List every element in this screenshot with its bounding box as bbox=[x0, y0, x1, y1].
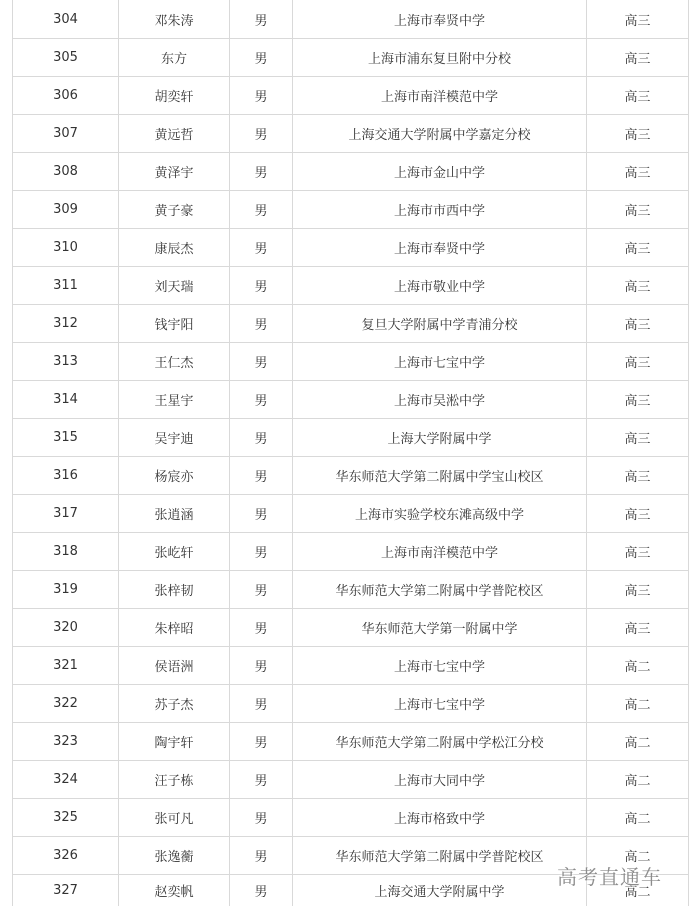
cell-school: 上海大学附属中学 bbox=[293, 419, 587, 457]
table-row bbox=[13, 419, 689, 457]
table-row bbox=[13, 495, 689, 533]
table-row bbox=[13, 305, 689, 343]
cell-grade: 高三 bbox=[587, 343, 689, 381]
table-row bbox=[13, 571, 689, 609]
table-row bbox=[13, 267, 689, 305]
table-row bbox=[13, 77, 689, 115]
cell-gender: 男 bbox=[230, 77, 293, 115]
cell-name: 赵奕帆 bbox=[119, 875, 230, 907]
cell-number: 321 bbox=[13, 647, 119, 685]
cell-grade: 高三 bbox=[587, 381, 689, 419]
table-row bbox=[13, 761, 689, 799]
cell-grade: 高三 bbox=[587, 305, 689, 343]
cell-gender: 男 bbox=[230, 305, 293, 343]
cell-school: 华东师范大学第二附属中学普陀校区 bbox=[293, 837, 587, 875]
cell-name: 邓朱涛 bbox=[119, 0, 230, 39]
cell-grade: 高二 bbox=[587, 647, 689, 685]
table-row bbox=[13, 115, 689, 153]
cell-name: 东方 bbox=[119, 39, 230, 77]
cell-gender: 男 bbox=[230, 0, 293, 39]
cell-number: 315 bbox=[13, 419, 119, 457]
table-row bbox=[13, 609, 689, 647]
cell-gender: 男 bbox=[230, 799, 293, 837]
cell-school: 上海市南洋模范中学 bbox=[293, 77, 587, 115]
cell-name: 吴宇迪 bbox=[119, 419, 230, 457]
results-table-body bbox=[13, 0, 689, 906]
cell-gender: 男 bbox=[230, 647, 293, 685]
cell-school: 上海市吴淞中学 bbox=[293, 381, 587, 419]
cell-school: 上海市奉贤中学 bbox=[293, 0, 587, 39]
cell-grade: 高二 bbox=[587, 799, 689, 837]
cell-number: 309 bbox=[13, 191, 119, 229]
cell-name: 钱宇阳 bbox=[119, 305, 230, 343]
cell-grade: 高三 bbox=[587, 457, 689, 495]
cell-number: 326 bbox=[13, 837, 119, 875]
cell-gender: 男 bbox=[230, 723, 293, 761]
cell-name: 刘天瑞 bbox=[119, 267, 230, 305]
table-row bbox=[13, 191, 689, 229]
cell-gender: 男 bbox=[230, 381, 293, 419]
cell-grade: 高三 bbox=[587, 115, 689, 153]
cell-school: 华东师范大学第二附属中学普陀校区 bbox=[293, 571, 587, 609]
cell-gender: 男 bbox=[230, 533, 293, 571]
cell-school: 上海市格致中学 bbox=[293, 799, 587, 837]
table-row bbox=[13, 457, 689, 495]
cell-school: 上海市市西中学 bbox=[293, 191, 587, 229]
table-row bbox=[13, 381, 689, 419]
cell-number: 318 bbox=[13, 533, 119, 571]
cell-school: 上海交通大学附属中学嘉定分校 bbox=[293, 115, 587, 153]
cell-gender: 男 bbox=[230, 419, 293, 457]
cell-number: 311 bbox=[13, 267, 119, 305]
cell-number: 322 bbox=[13, 685, 119, 723]
cell-number: 312 bbox=[13, 305, 119, 343]
table-row bbox=[13, 685, 689, 723]
cell-name: 杨宸亦 bbox=[119, 457, 230, 495]
cell-number: 319 bbox=[13, 571, 119, 609]
cell-gender: 男 bbox=[230, 571, 293, 609]
cell-grade: 高三 bbox=[587, 419, 689, 457]
cell-name: 康辰杰 bbox=[119, 229, 230, 267]
cell-name: 陶宇轩 bbox=[119, 723, 230, 761]
cell-school: 华东师范大学第二附属中学松江分校 bbox=[293, 723, 587, 761]
watermark-logo: 高考直通车 bbox=[557, 865, 662, 889]
cell-number: 325 bbox=[13, 799, 119, 837]
cell-number: 323 bbox=[13, 723, 119, 761]
cell-grade: 高二 bbox=[587, 837, 689, 875]
cell-name: 张可凡 bbox=[119, 799, 230, 837]
cell-name: 侯语洲 bbox=[119, 647, 230, 685]
cell-number: 305 bbox=[13, 39, 119, 77]
cell-grade: 高三 bbox=[587, 77, 689, 115]
cell-number: 327 bbox=[13, 875, 119, 907]
cell-school: 上海市金山中学 bbox=[293, 153, 587, 191]
cell-name: 黄泽宇 bbox=[119, 153, 230, 191]
cell-school: 上海交通大学附属中学 bbox=[293, 875, 587, 907]
cell-gender: 男 bbox=[230, 685, 293, 723]
cell-gender: 男 bbox=[230, 457, 293, 495]
cell-name: 张逸蘅 bbox=[119, 837, 230, 875]
cell-grade: 高三 bbox=[587, 267, 689, 305]
table-row bbox=[13, 723, 689, 761]
cell-number: 304 bbox=[13, 0, 119, 39]
table-row bbox=[13, 647, 689, 685]
table-row bbox=[13, 533, 689, 571]
cell-grade: 高二 bbox=[587, 875, 689, 907]
cell-grade: 高三 bbox=[587, 153, 689, 191]
cell-grade: 高二 bbox=[587, 761, 689, 799]
table-row bbox=[13, 343, 689, 381]
cell-school: 华东师范大学第一附属中学 bbox=[293, 609, 587, 647]
cell-gender: 男 bbox=[230, 495, 293, 533]
cell-gender: 男 bbox=[230, 115, 293, 153]
cell-grade: 高二 bbox=[587, 723, 689, 761]
cell-number: 306 bbox=[13, 77, 119, 115]
cell-grade: 高三 bbox=[587, 571, 689, 609]
cell-gender: 男 bbox=[230, 267, 293, 305]
cell-school: 上海市七宝中学 bbox=[293, 343, 587, 381]
cell-gender: 男 bbox=[230, 39, 293, 77]
cell-name: 胡奕轩 bbox=[119, 77, 230, 115]
cell-gender: 男 bbox=[230, 837, 293, 875]
cell-number: 308 bbox=[13, 153, 119, 191]
cell-school: 复旦大学附属中学青浦分校 bbox=[293, 305, 587, 343]
cell-name: 黄子豪 bbox=[119, 191, 230, 229]
cell-school: 上海市大同中学 bbox=[293, 761, 587, 799]
cell-gender: 男 bbox=[230, 875, 293, 907]
cell-name: 王星宇 bbox=[119, 381, 230, 419]
cell-number: 314 bbox=[13, 381, 119, 419]
cell-gender: 男 bbox=[230, 191, 293, 229]
table-row bbox=[13, 0, 689, 39]
cell-school: 上海市浦东复旦附中分校 bbox=[293, 39, 587, 77]
cell-number: 317 bbox=[13, 495, 119, 533]
cell-name: 黄远哲 bbox=[119, 115, 230, 153]
cell-grade: 高三 bbox=[587, 0, 689, 39]
cell-school: 上海市实验学校东滩高级中学 bbox=[293, 495, 587, 533]
cell-number: 310 bbox=[13, 229, 119, 267]
cell-gender: 男 bbox=[230, 761, 293, 799]
cell-name: 张梓韧 bbox=[119, 571, 230, 609]
table-row bbox=[13, 799, 689, 837]
cell-name: 苏子杰 bbox=[119, 685, 230, 723]
cell-number: 316 bbox=[13, 457, 119, 495]
cell-number: 324 bbox=[13, 761, 119, 799]
cell-name: 王仁杰 bbox=[119, 343, 230, 381]
cell-gender: 男 bbox=[230, 153, 293, 191]
results-table bbox=[12, 0, 689, 906]
cell-name: 朱梓昭 bbox=[119, 609, 230, 647]
cell-grade: 高三 bbox=[587, 495, 689, 533]
cell-school: 上海市七宝中学 bbox=[293, 647, 587, 685]
cell-grade: 高三 bbox=[587, 39, 689, 77]
cell-grade: 高三 bbox=[587, 229, 689, 267]
cell-school: 上海市七宝中学 bbox=[293, 685, 587, 723]
cell-gender: 男 bbox=[230, 229, 293, 267]
cell-name: 张屹轩 bbox=[119, 533, 230, 571]
cell-gender: 男 bbox=[230, 343, 293, 381]
cell-name: 张逍涵 bbox=[119, 495, 230, 533]
cell-number: 307 bbox=[13, 115, 119, 153]
cell-school: 上海市敬业中学 bbox=[293, 267, 587, 305]
cell-school: 上海市南洋模范中学 bbox=[293, 533, 587, 571]
cell-grade: 高三 bbox=[587, 533, 689, 571]
table-row bbox=[13, 229, 689, 267]
cell-school: 上海市奉贤中学 bbox=[293, 229, 587, 267]
cell-gender: 男 bbox=[230, 609, 293, 647]
cell-grade: 高二 bbox=[587, 685, 689, 723]
cell-grade: 高三 bbox=[587, 609, 689, 647]
cell-grade: 高三 bbox=[587, 191, 689, 229]
cell-name: 汪子栋 bbox=[119, 761, 230, 799]
table-row bbox=[13, 153, 689, 191]
cell-school: 华东师范大学第二附属中学宝山校区 bbox=[293, 457, 587, 495]
table-row bbox=[13, 39, 689, 77]
cell-number: 320 bbox=[13, 609, 119, 647]
cell-number: 313 bbox=[13, 343, 119, 381]
